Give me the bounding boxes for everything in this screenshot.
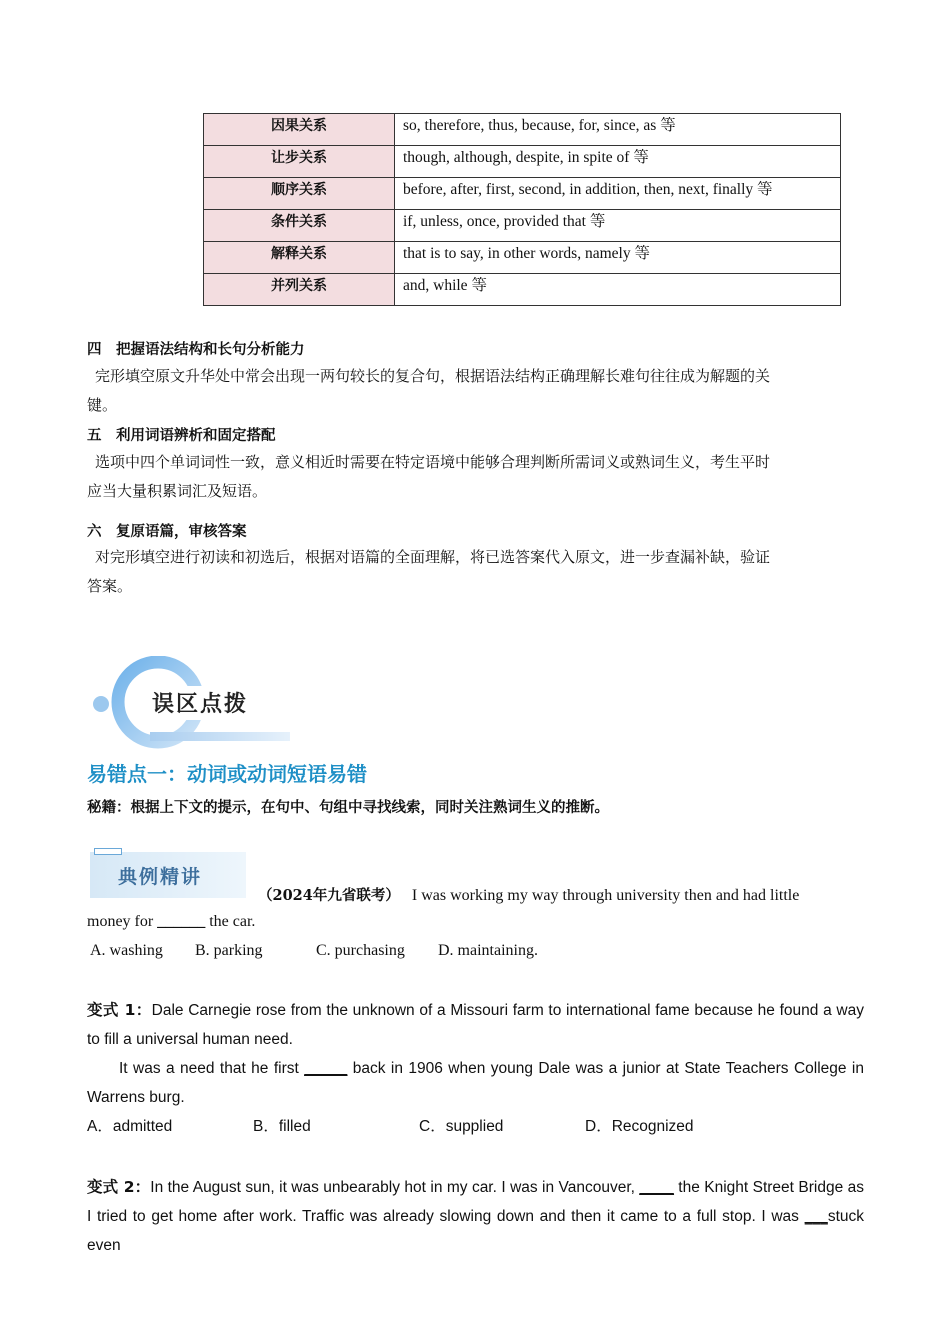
relation-words: if, unless, once, provided that 等: [395, 210, 841, 242]
example-options: [90, 942, 538, 960]
variant-label: 变式 1：: [87, 1001, 152, 1019]
section-5-heading: 五 利用词语辨析和固定搭配: [87, 428, 276, 444]
option-c: C. purchasing: [316, 942, 405, 959]
error-point-title: 易错点一：动词或动词短语易错: [87, 762, 367, 786]
variant-2: [87, 1173, 864, 1260]
table-row: [204, 242, 841, 274]
section-4-heading: 四 把握语法结构和长句分析能力: [87, 342, 305, 358]
option-b: B. parking: [195, 942, 263, 959]
relation-type: 条件关系: [204, 210, 395, 242]
option-d: D. maintaining.: [438, 942, 538, 959]
variant-1: [87, 996, 864, 1141]
table-row: [204, 146, 841, 178]
paragraph-line: 键。: [87, 396, 118, 414]
relation-type: 解释关系: [204, 242, 395, 274]
badge-tab-icon: [94, 848, 122, 855]
relation-type: 并列关系: [204, 274, 395, 306]
variant-text: the Knight Street Bridge as I tried to get home after work. Traffic was already slowing down and then it came to a full stop. I was: [87, 1179, 864, 1225]
logo-title: 误区点拨: [152, 692, 249, 717]
relation-words: so, therefore, thus, because, for, since, as 等: [395, 114, 841, 146]
variant-text: In the August sun, it was unbearably hot in my car. I was in Vancouver,: [150, 1179, 640, 1196]
paragraph-line: 完形填空原文升华处中常会出现一两句较长的复合句，根据语法结构正确理解长难句往往成为解题的关: [95, 367, 771, 385]
option-c: C．supplied: [419, 1118, 504, 1135]
example-badge: [90, 848, 246, 900]
tip-text: 秘籍：根据上下文的提示，在句中、句组中寻找线索，同时关注熟词生义的推断。: [87, 800, 609, 816]
section-6-heading: 六 复原语篇，审核答案: [87, 524, 247, 540]
example-first-line: [258, 884, 799, 905]
option-b: B．filled: [253, 1118, 311, 1135]
option-a: A. washing: [90, 942, 163, 959]
relation-type: 因果关系: [204, 114, 395, 146]
option-a: A．admitted: [87, 1118, 173, 1135]
relation-table: [203, 113, 841, 306]
example-text: money for: [87, 913, 158, 930]
relation-words: that is to say, in other words, namely 等: [395, 242, 841, 274]
variant-label: 变式 2：: [87, 1178, 151, 1196]
variant-text: Dale Carnegie rose from the unknown of a Missouri farm to international fame because he found a way to fill a universal human need.: [87, 1002, 864, 1048]
section-4-body: [87, 362, 863, 420]
table-row: [204, 210, 841, 242]
table-row: [204, 114, 841, 146]
variant-blank: _____: [304, 1060, 348, 1077]
paragraph-line: 应当大量积累词汇及短语。: [87, 482, 268, 500]
badge-label: 典例精讲: [118, 866, 203, 888]
variant-blank: ____: [639, 1179, 674, 1196]
paragraph-line: 选项中四个单词词性一致，意义相近时需要在特定语境中能够合理判断所需词义或熟词生义，考生平时: [95, 453, 771, 471]
table-row: [204, 178, 841, 210]
variant-blank: ___: [804, 1207, 828, 1225]
relation-type: 顺序关系: [204, 178, 395, 210]
paragraph-line: 答案。: [87, 577, 133, 595]
table-row: [204, 274, 841, 306]
example-source: （2024年九省联考）: [258, 887, 400, 904]
relation-words: before, after, first, second, in addition, then, next, finally 等: [395, 178, 841, 210]
relation-type: 让步关系: [204, 146, 395, 178]
variant-text: back in 1906 when young Dale was a junior at State Teachers College in Warrens burg.: [87, 1060, 864, 1106]
relation-words: though, although, despite, in spite of 等: [395, 146, 841, 178]
section-5-body: [87, 448, 863, 506]
variant-text: It was a need that he first: [119, 1060, 305, 1077]
example-line1: I was working my way through university then and had little: [411, 887, 800, 904]
paragraph-line: 对完形填空进行初读和初选后，根据对语篇的全面理解，将已选答案代入原文，进一步查漏补缺，验证: [95, 548, 771, 566]
option-d: D．Recognized: [585, 1118, 694, 1135]
variant-options: [87, 1112, 864, 1141]
section-logo: [90, 656, 295, 751]
example-text: the car.: [205, 913, 256, 930]
relation-words: and, while 等: [395, 274, 841, 306]
example-second-line: [87, 913, 255, 931]
variant-text: stuck even: [87, 1208, 864, 1254]
section-6-body: [87, 543, 863, 601]
example-blank: ______: [157, 913, 206, 930]
